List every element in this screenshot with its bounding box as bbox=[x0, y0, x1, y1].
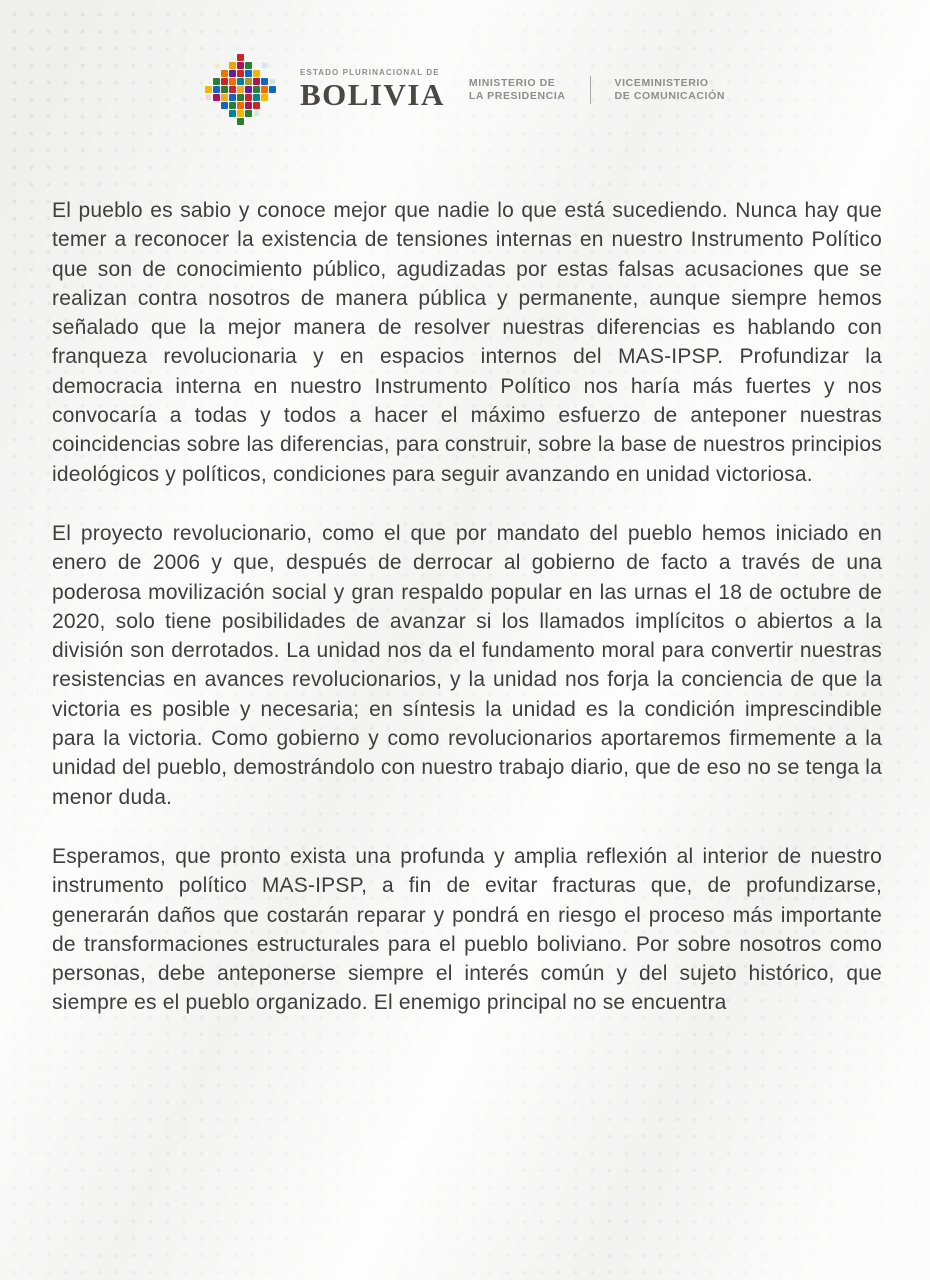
logo-tile bbox=[221, 94, 228, 101]
paragraph-3: Esperamos, que pronto exista una profunda y amplia reflexión al interior de nuestro instrumento político MAS-IPSP, a fin de evitar fracturas que, de profundizarse, generarán daños que costarán reparar y pondrá en riesgo el proceso más importante de transformaciones estructurales para el pueblo boliviano. Por sobre nosotros como personas, debe anteponerse siempre el interés común y del sujeto histórico, que siempre es el pueblo organizado. El enemigo principal no se encuentra bbox=[52, 844, 882, 1015]
logo-tile bbox=[237, 62, 244, 69]
logo-tile bbox=[261, 86, 268, 93]
logo-tile bbox=[245, 78, 252, 85]
logo-tile bbox=[221, 86, 228, 93]
logo-tile bbox=[237, 94, 244, 101]
logo-tile bbox=[237, 78, 244, 85]
logo-tile bbox=[261, 78, 268, 85]
logo-tile bbox=[221, 78, 228, 85]
logo-tile bbox=[237, 110, 244, 117]
bolivia-mosaic-logo bbox=[205, 54, 276, 125]
logo-tile bbox=[237, 86, 244, 93]
logo-tile bbox=[237, 102, 244, 109]
logo-tile bbox=[254, 111, 260, 117]
government-header bbox=[0, 54, 930, 125]
logo-tile bbox=[253, 94, 260, 101]
logo-tile bbox=[213, 86, 220, 93]
logo-tile bbox=[245, 102, 252, 109]
paragraph-1: El pueblo es sabio y conoce mejor que nadie lo que está sucediendo. Nunca hay que temer a reconocer la existencia de tensiones internas en nuestro Instrumento Político que son de conocimiento público, agudizadas por estas falsas acusaciones que se realizan contra nosotros de manera pública y permanente, aunque siempre hemos señalado que la mejor manera de resolver nuestras diferencias es hablando con franqueza revolucionaria y en espacios internos del MAS-IPSP. Profundizar la democracia interna en nuestro Instrumento Político nos haría más fuertes y nos convocaría a todas y todos a hacer el máximo esfuerzo de anteponer nuestras coincidencias sobre las diferencias, para construir, sobre la base de nuestros principios ideológicos y políticos, condiciones para seguir avanzando en unidad victoriosa. bbox=[52, 199, 882, 486]
logo-tile bbox=[253, 86, 260, 93]
logo-tile bbox=[237, 54, 244, 61]
country-name: BOLIVIA bbox=[299, 77, 445, 112]
logo-tile bbox=[221, 70, 228, 77]
ministry-line-2: LA PRESIDENCIA bbox=[468, 89, 566, 102]
logo-tile bbox=[229, 70, 236, 77]
logo-tile bbox=[245, 70, 252, 77]
logo-tile bbox=[229, 62, 236, 69]
logo-tile bbox=[245, 62, 252, 69]
ministry-line-1: MINISTERIO DE bbox=[468, 76, 556, 89]
header-divider bbox=[590, 76, 591, 104]
logo-tile bbox=[269, 86, 276, 93]
logo-tile bbox=[206, 95, 212, 101]
viceministry-line-2: DE COMUNICACIÓN bbox=[614, 89, 726, 102]
logo-tile bbox=[237, 70, 244, 77]
logo-tile bbox=[261, 94, 268, 101]
logo-tile bbox=[237, 118, 244, 125]
country-title-block bbox=[300, 69, 445, 110]
viceministry-line-1: VICEMINISTERIO bbox=[614, 76, 709, 89]
logo-tile bbox=[245, 94, 252, 101]
logo-tile bbox=[270, 79, 276, 85]
logo-tile bbox=[245, 110, 252, 117]
logo-tile bbox=[262, 63, 268, 69]
paragraph-2: El proyecto revolucionario, como el que por mandato del pueblo hemos iniciado en enero de 2006 y que, después de derrocar al gobierno de facto a través de una poderosa movilización social y gran respaldo popular en las urnas el 18 de octubre de 2020, solo tiene posibilidades de avanzar si los llamados implícitos o abiertos a la división son derrotados. La unidad nos da el fundamento moral para convertir nuestras resistencias en avances revolucionarios, y la unidad nos forja la conciencia de que la victoria es posible y necesaria; en síntesis la unidad es la condición imprescindible para la victoria. Como gobierno y como revolucionarios aportaremos firmemente a la unidad del pueblo, demostrándolo con nuestro trabajo diario, que de eso no se tenga la menor duda. bbox=[52, 521, 882, 809]
logo-tile bbox=[253, 78, 260, 85]
country-subtitle: ESTADO PLURINACIONAL DE bbox=[299, 68, 440, 77]
logo-tile bbox=[229, 110, 236, 117]
logo-tile bbox=[229, 102, 236, 109]
ministry-label bbox=[469, 77, 566, 103]
logo-tile bbox=[205, 86, 212, 93]
statement-body bbox=[52, 196, 882, 1048]
logo-tile bbox=[253, 70, 260, 77]
logo-tile bbox=[213, 78, 220, 85]
logo-tile bbox=[213, 94, 220, 101]
logo-tile bbox=[229, 86, 236, 93]
logo-tile bbox=[214, 63, 220, 69]
logo-tile bbox=[229, 78, 236, 85]
logo-tile bbox=[229, 94, 236, 101]
logo-tile bbox=[245, 86, 252, 93]
logo-tile bbox=[253, 102, 260, 109]
logo-tile bbox=[221, 102, 228, 109]
viceministry-label bbox=[615, 77, 726, 103]
